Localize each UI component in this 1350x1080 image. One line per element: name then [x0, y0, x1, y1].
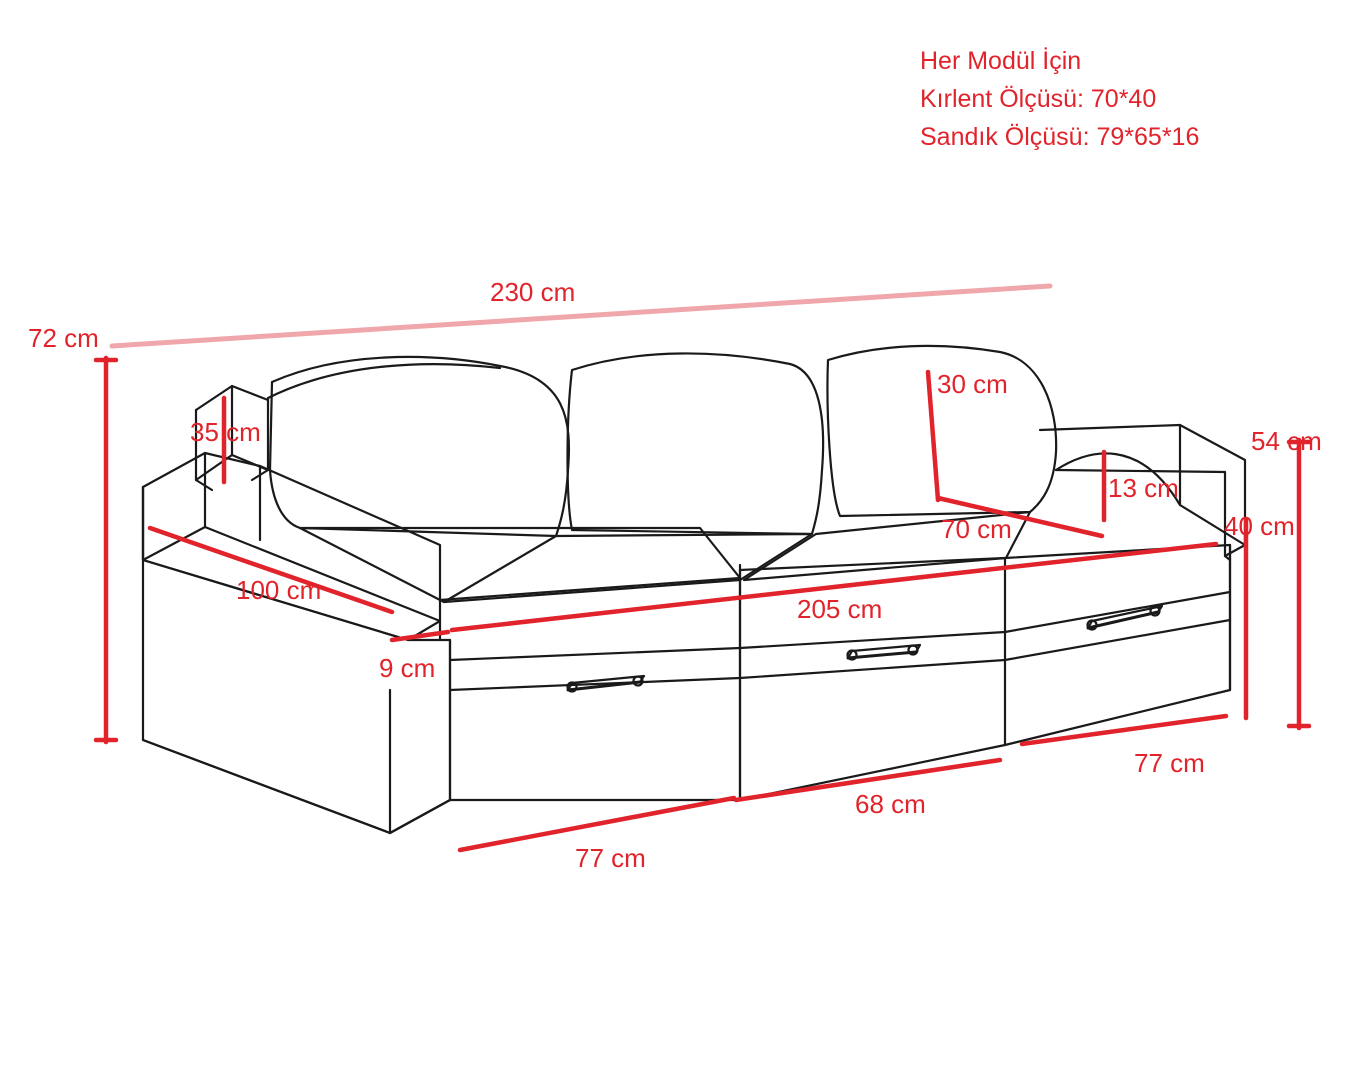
note-line-1: Her Modül İçin — [920, 47, 1082, 75]
dim-overall-height: 72 cm — [28, 323, 99, 353]
dim-left-module-width: 77 cm — [575, 843, 646, 873]
dim-middle-module-width: 68 cm — [855, 789, 926, 819]
dim-right-module-width: 77 cm — [1134, 748, 1205, 778]
module-notes — [0, 0, 1200, 165]
dim-overall-length: 230 cm — [490, 277, 576, 307]
dim-seat-height: 40 cm — [1224, 511, 1295, 541]
dim-inner-length: 205 cm — [797, 594, 883, 624]
dim-base-gap: 9 cm — [379, 653, 436, 683]
dim-seat-depth: 70 cm — [941, 514, 1012, 544]
dim-armrest-width: 13 cm — [1108, 473, 1179, 503]
note-line-2: Kırlent Ölçüsü: 70*40 — [920, 85, 1157, 113]
overall-length-leader — [112, 286, 1050, 346]
dim-back-cushion-height: 30 cm — [937, 369, 1008, 399]
dim-armrest-height: 54 cm — [1251, 426, 1322, 456]
dim-armrest-inner-height: 35 cm — [190, 417, 261, 447]
dim-side-depth: 100 cm — [236, 575, 322, 605]
note-line-3: Sandık Ölçüsü: 79*65*16 — [920, 123, 1200, 151]
